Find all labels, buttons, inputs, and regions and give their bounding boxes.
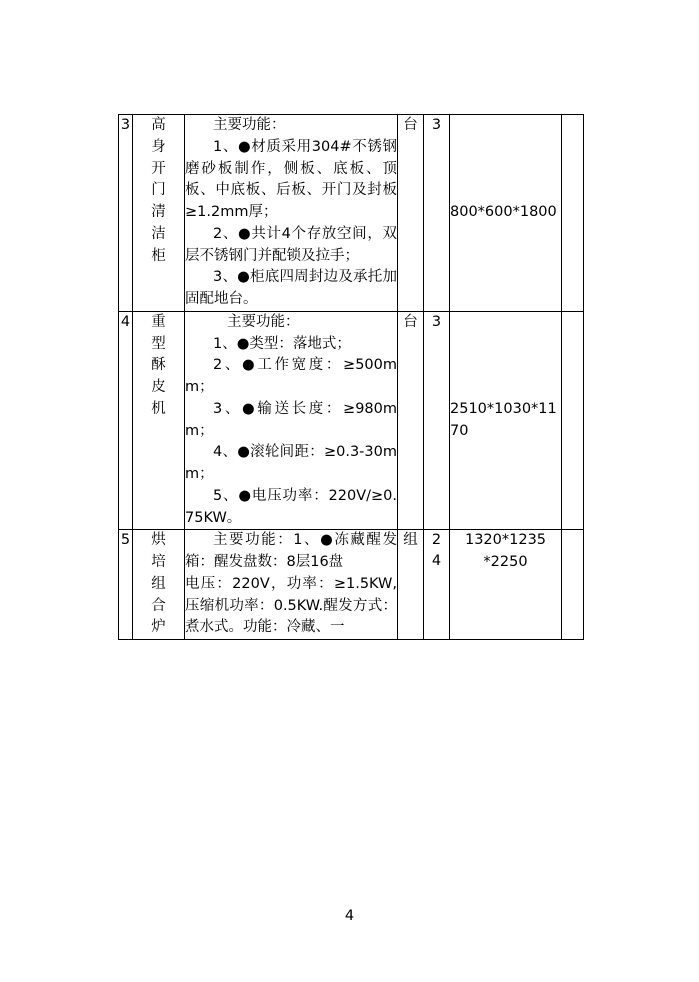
function-line: 3、●柜底四周封边及承托加固配地台。 xyxy=(185,269,397,307)
row-size: 2510*1030*1170 xyxy=(450,311,562,530)
spec-table-container xyxy=(118,114,583,640)
function-line: 主要功能：1、●冻藏醒发箱：醒发盘数：8层16盘 xyxy=(185,532,397,570)
function-line: 3、●输送长度：≥980mm； xyxy=(185,400,397,439)
page-number: 4 xyxy=(344,908,355,924)
function-line: 主要功能： xyxy=(213,117,286,133)
quantity-digit: 4 xyxy=(431,553,442,570)
function-line: 电压：220V，功率：≥1.5KW,压缩机功率：0.5KW.醒发方式：煮水式。功能：冷藏、一 xyxy=(185,575,397,636)
name-char: 开 xyxy=(151,160,166,177)
row-index: 4 xyxy=(119,311,133,530)
row-function xyxy=(185,115,398,312)
row-index: 3 xyxy=(119,115,133,312)
row-extra xyxy=(562,311,584,530)
row-name xyxy=(133,530,185,640)
name-char: 皮 xyxy=(151,379,166,395)
name-char: 型 xyxy=(151,335,166,352)
equipment-spec-table xyxy=(118,114,584,640)
row-extra xyxy=(562,115,584,312)
row-unit: 台 xyxy=(398,115,424,312)
row-quantity: 3 xyxy=(424,115,450,312)
function-line: 2、●共计4个存放空间，双层不锈钢门并配锁及拉手； xyxy=(185,225,397,264)
name-char: 身 xyxy=(151,138,166,155)
row-function xyxy=(185,311,398,530)
name-char: 培 xyxy=(151,554,166,570)
name-char: 清 xyxy=(151,204,166,220)
name-char: 组 xyxy=(151,575,166,592)
row-extra xyxy=(562,530,584,640)
name-char: 重 xyxy=(151,313,166,330)
name-char: 洁 xyxy=(151,225,166,242)
function-line: 1、●类型：落地式； xyxy=(213,335,351,352)
row-size: 800*600*1800 xyxy=(450,115,562,312)
row-unit: 组 xyxy=(398,530,424,640)
name-char: 烘 xyxy=(151,532,166,549)
row-name xyxy=(133,115,185,312)
function-line: 5、●电压功率：220V/≥0.75KW。 xyxy=(185,487,397,526)
row-quantity xyxy=(424,530,450,640)
table-row xyxy=(119,115,584,312)
name-char: 高 xyxy=(151,117,166,133)
row-index: 5 xyxy=(119,530,133,640)
function-line: 2、●工作宽度：≥500mm； xyxy=(185,357,397,395)
row-unit: 台 xyxy=(398,311,424,530)
row-name xyxy=(133,311,185,530)
name-char: 门 xyxy=(151,182,166,199)
function-line: 1、●材质采用304#不锈钢磨砂板制作，侧板、底板、顶板、中底板、后板、开门及封板≥1.2mm厚； xyxy=(185,138,397,220)
table-row xyxy=(119,311,584,530)
name-char: 机 xyxy=(151,400,166,417)
name-char: 合 xyxy=(151,597,166,614)
name-char: 炉 xyxy=(151,619,166,636)
function-line: 4、●滚轮间距：≥0.3-30mm； xyxy=(185,444,397,482)
row-function xyxy=(185,530,398,640)
row-size: 1320*1235 *2250 xyxy=(450,530,562,640)
function-line: 主要功能： xyxy=(227,313,300,330)
name-char: 酥 xyxy=(151,357,166,374)
name-char: 柜 xyxy=(151,247,166,264)
quantity-digit: 2 xyxy=(431,532,442,549)
table-row xyxy=(119,530,584,640)
row-quantity: 3 xyxy=(424,311,450,530)
